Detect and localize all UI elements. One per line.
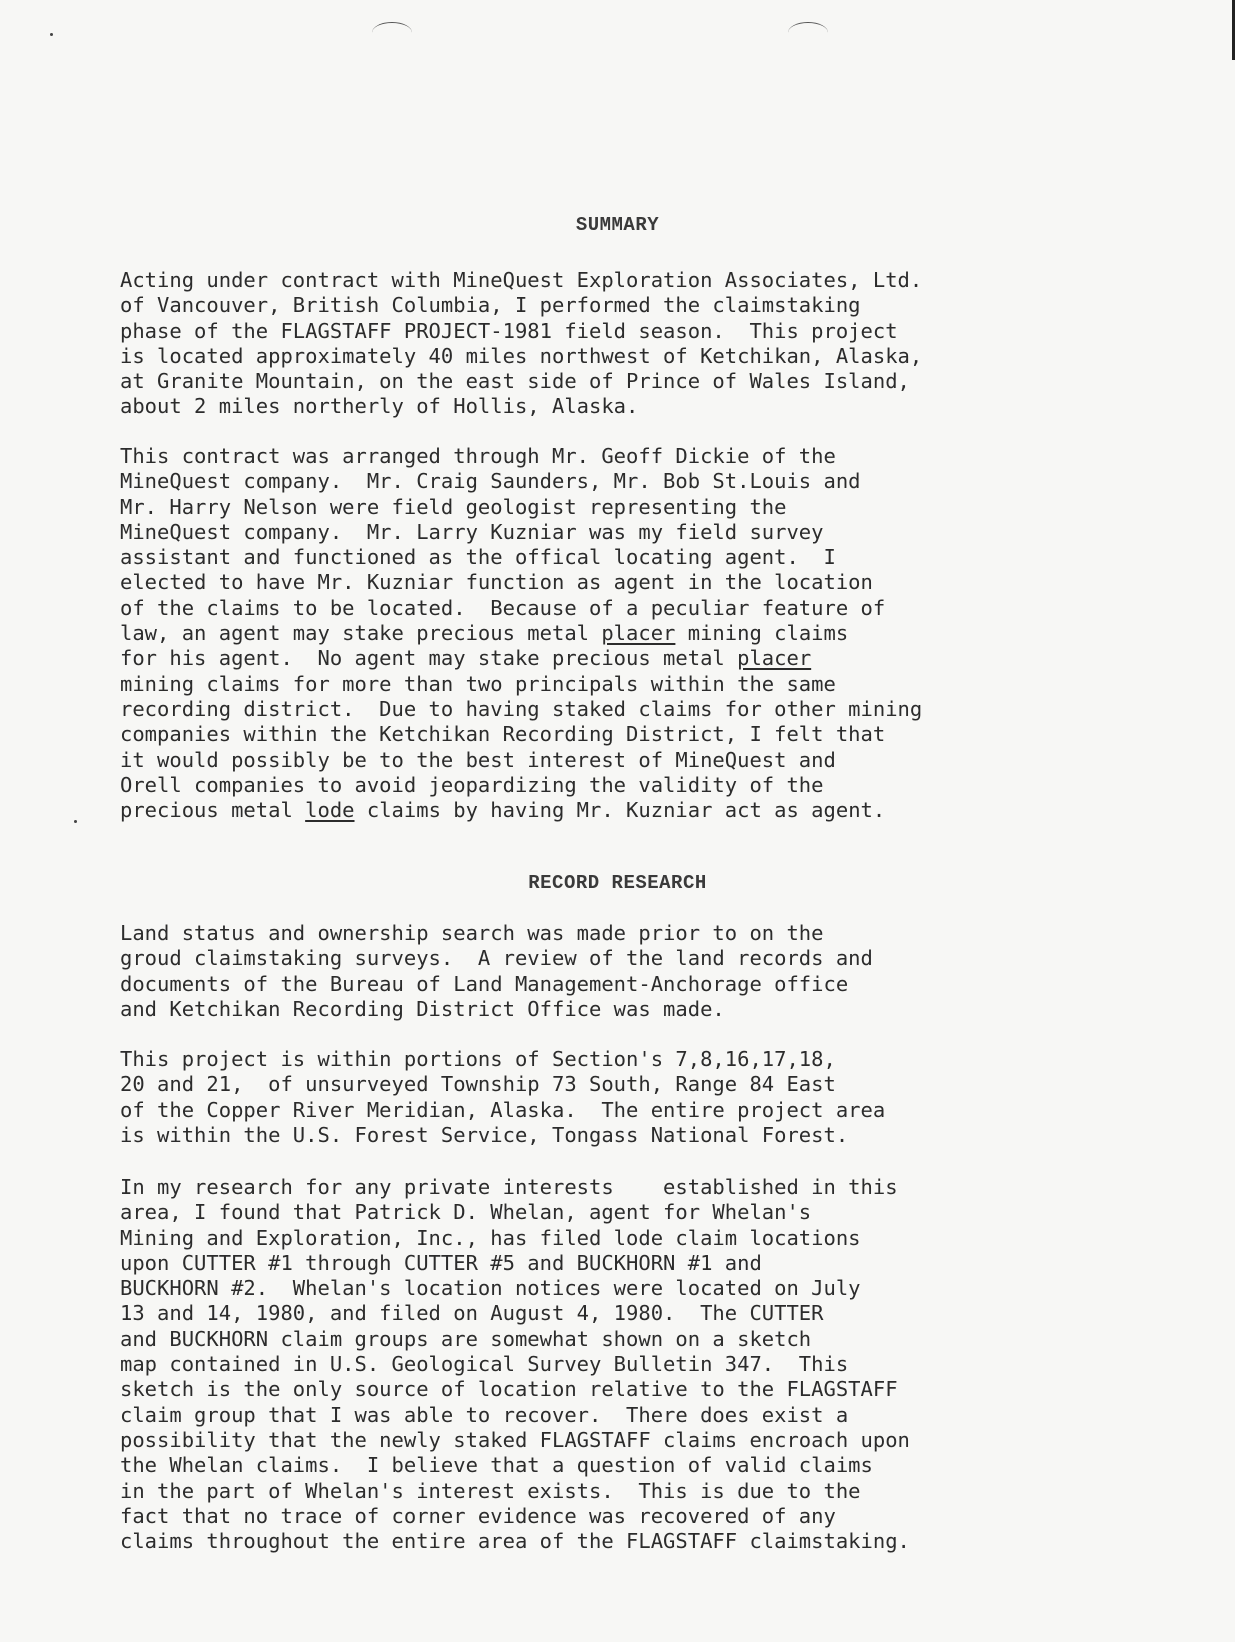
text-segment: mining claims [675,621,849,646]
text-segment: law, an agent may stake precious metal [120,621,602,646]
underlined-word: placer [737,646,812,671]
text-line: This contract was arranged through Mr. Geoff Dickie of the [120,444,836,468]
text-line: mining claims for more than two principals within the same [120,671,836,696]
text-line [120,798,1120,823]
text-line: fact that no trace of corner evidence was recovered of any [120,1503,836,1528]
text-line: MineQuest company. Mr. Craig Saunders, Mr. Bob St.Louis and [120,469,861,494]
record-research-paragraph-1 [120,921,1120,1022]
text-line: upon CUTTER #1 through CUTTER #5 and BUCKHORN #1 and [120,1250,762,1275]
text-line: documents of the Bureau of Land Management-Anchorage office [120,971,849,996]
summary-paragraph-2 [120,444,1120,823]
text-segment: claims by having Mr. Kuzniar act as agent. [354,798,886,823]
text-line: 13 and 14, 1980, and filed on August 4, 1980. The CUTTER [120,1301,824,1326]
text-line: Acting under contract with MineQuest Exploration Associates, Ltd. [120,268,923,292]
text-line: phase of the FLAGSTAFF PROJECT-1981 field season. This project [120,318,898,343]
text-line: Mr. Harry Nelson were field geologist representing the [120,494,787,519]
punch-mark [788,22,828,43]
text-line: and BUCKHORN claim groups are somewhat shown on a sketch [120,1326,812,1351]
text-segment: precious metal [120,798,306,823]
text-segment: for his agent. No agent may stake precious metal [120,646,738,671]
record-research-paragraph-2 [120,1047,1120,1148]
underlined-word: lode [305,798,355,823]
text-line: possibility that the newly staked FLAGSTAFF claims encroach upon [120,1427,910,1452]
text-line: area, I found that Patrick D. Whelan, agent for Whelan's [120,1200,812,1225]
text-line: Mining and Exploration, Inc., has filed lode claim locations [120,1225,861,1250]
text-line: map contained in U.S. Geological Survey Bulletin 347. This [120,1352,849,1377]
text-line: companies within the Ketchikan Recording District, I felt that [120,722,886,747]
paper-speck [74,820,77,823]
summary-paragraph-1 [120,268,1120,420]
text-line: is within the U.S. Forest Service, Tongass National Forest. [120,1122,849,1147]
text-line: the Whelan claims. I believe that a question of valid claims [120,1453,873,1478]
text-line: assistant and functioned as the offical locating agent. I [120,545,836,570]
paper-speck [50,33,53,36]
text-line: BUCKHORN #2. Whelan's location notices were located on July [120,1276,861,1301]
text-line [120,646,1120,671]
text-line: In my research for any private interests established in this [120,1175,898,1199]
underlined-word: placer [601,621,676,646]
text-line: of Vancouver, British Columbia, I performed the claimstaking [120,293,861,318]
punch-mark [372,22,412,43]
text-line: is located approximately 40 miles northwest of Ketchikan, Alaska, [120,343,923,368]
text-line: in the part of Whelan's interest exists. This is due to the [120,1478,861,1503]
record-research-heading: RECORD RESEARCH [528,872,707,894]
text-line: groud claimstaking surveys. A review of the land records and [120,946,873,971]
text-line: it would possibly be to the best interest of MineQuest and [120,747,836,772]
text-line [120,621,1120,646]
text-line: sketch is the only source of location relative to the FLAGSTAFF [120,1377,898,1402]
text-line: elected to have Mr. Kuzniar function as agent in the location [120,570,873,595]
summary-heading: SUMMARY [575,214,660,236]
text-line: of the claims to be located. Because of a peculiar feature of [120,595,886,620]
record-research-paragraph-3 [120,1175,1120,1554]
text-line: Land status and ownership search was made prior to on the [120,921,824,945]
text-line: Orell companies to avoid jeopardizing the validity of the [120,772,824,797]
text-line: claims throughout the entire area of the FLAGSTAFF claimstaking. [120,1529,910,1554]
text-line: recording district. Due to having staked claims for other mining [120,696,923,721]
text-line: of the Copper River Meridian, Alaska. The entire project area [120,1097,886,1122]
text-line: and Ketchikan Recording District Office was made. [120,996,725,1021]
text-line: at Granite Mountain, on the east side of Prince of Wales Island, [120,369,910,394]
text-line: about 2 miles northerly of Hollis, Alaska. [120,394,639,419]
text-line: This project is within portions of Section's 7,8,16,17,18, [120,1047,836,1071]
text-line: MineQuest company. Mr. Larry Kuzniar was my field survey [120,519,824,544]
text-line: 20 and 21, of unsurveyed Township 73 South, Range 84 East [120,1072,836,1097]
text-line: claim group that I was able to recover. There does exist a [120,1402,849,1427]
